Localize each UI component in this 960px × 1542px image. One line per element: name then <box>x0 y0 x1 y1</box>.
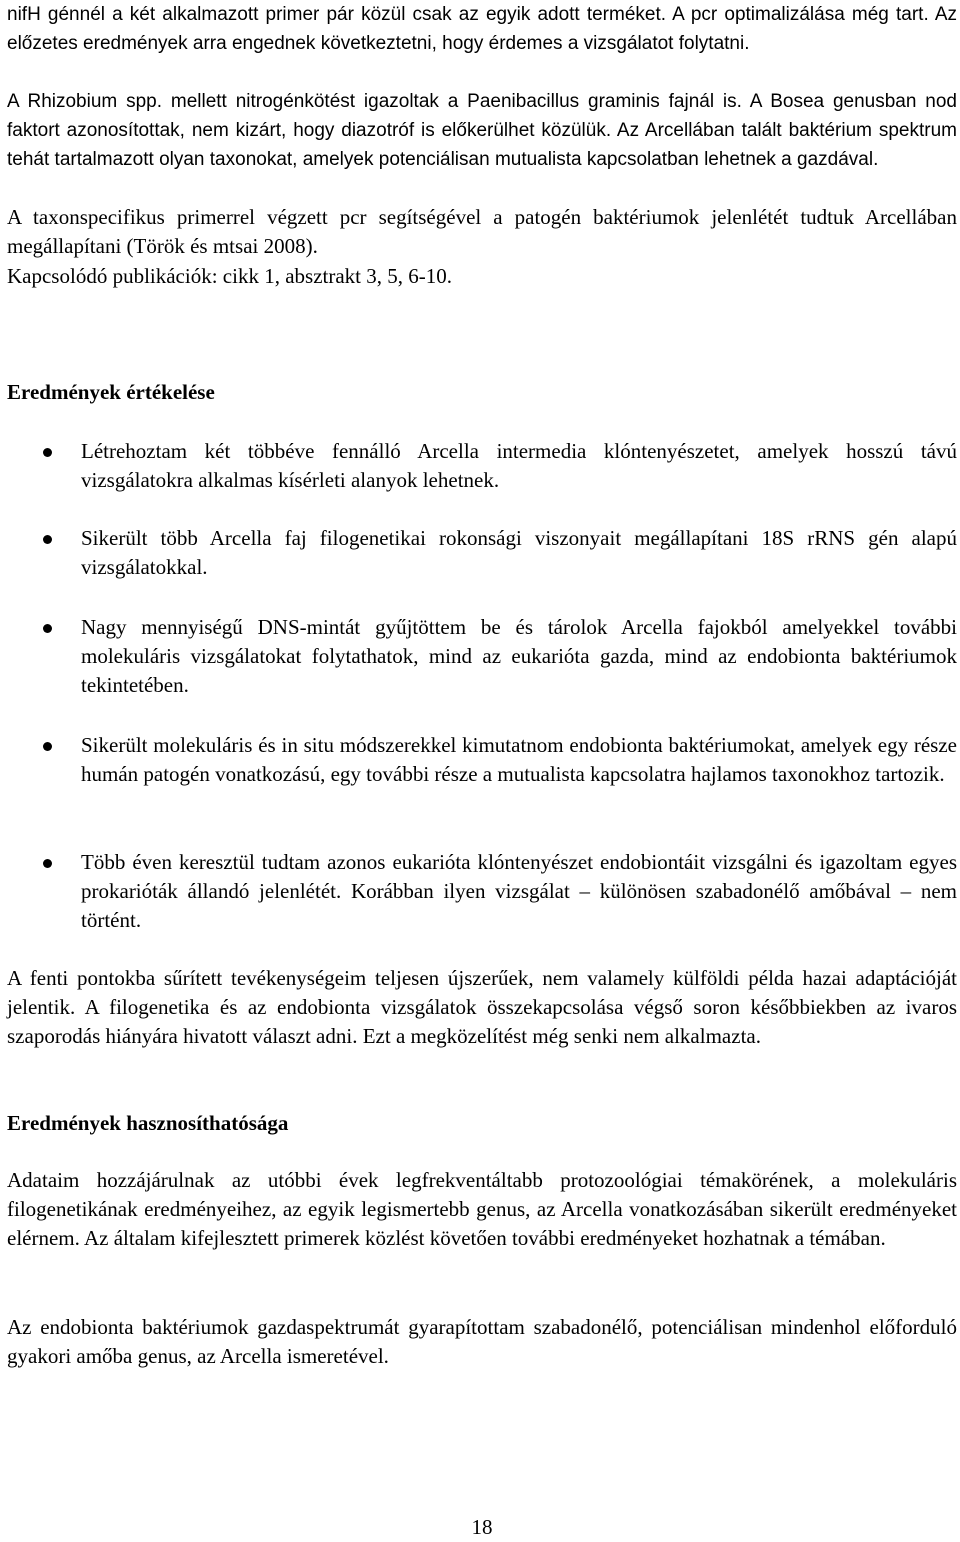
intro-paragraph-taxonspecific: A taxonspecifikus primerrel végzett pcr segítségével a patogén baktériumok jelenlétét tudtuk Arcellában megállapítani (Török és mtsai 2008). <box>7 205 957 258</box>
bullet-icon <box>43 448 52 457</box>
publications-line: Kapcsolódó publikációk: cikk 1, absztrakt 3, 5, 6-10. <box>7 264 452 288</box>
evaluation-summary-paragraph: A fenti pontokba sűrített tevékenységeim teljesen újszerűek, nem valamely külföldi példa hazai adaptációját jelentik. A filogenetika és az endobionta vizsgálatok összekapcsolása végső soron későbbiekben az ivaros szaporodás hiányára hivatott választ adni. Ezt a megközelítést még senki nem alkalmazta. <box>7 966 957 1048</box>
utilization-paragraph-1: Adataim hozzájárulnak az utóbbi évek legfrekventáltabb protozoológiai témakörének, a molekuláris filogenetikának eredményeihez, az egyik legismertebb genus, az Arcella vonatkozásában sikerült eredményeket elérnem. Az általam kifejlesztett primerek közlést követően további eredményeket hozhatnak a témában. <box>7 1168 957 1250</box>
bullet-text: Sikerült molekuláris és in situ módszerekkel kimutatnom endobionta baktériumokat, amelyek egy része humán patogén vonatkozású, egy további része a mutualista kapcsolatra hajlamos taxonokhoz tartozik. <box>81 733 957 786</box>
bullet-icon <box>43 624 52 633</box>
bullet-icon <box>43 859 52 868</box>
bullet-icon <box>43 535 52 544</box>
section-heading-evaluation: Eredmények értékelése <box>7 380 215 404</box>
section-heading-utilization: Eredmények hasznosíthatósága <box>7 1111 289 1135</box>
bullet-text: Több éven keresztül tudtam azonos eukarióta klóntenyészet endobiontáit vizsgálni és igazoltam egyes prokarióták állandó jelenlétét. Korábban ilyen vizsgálat – különösen szabadonélő amőbával – nem történt. <box>81 850 957 932</box>
utilization-paragraph-2: Az endobionta baktériumok gazdaspektrumát gyarapítottam szabadonélő, potenciálisan mindenhol előforduló gyakori amőba genus, az Arcella ismeretével. <box>7 1315 957 1368</box>
page-number: 18 <box>471 1515 493 1539</box>
intro-paragraph-rhizobium: A Rhizobium spp. mellett nitrogénkötést igazoltak a Paenibacillus graminis fajnál is. A Bosea genusban nod faktort azonosítottak, nem kizárt, hogy diazotróf is előkerülhet közülük. Az Arcellában talált baktérium spektrum tehát tartalmazott olyan taxonokat, amelyek potenciálisan mutualista kapcsolatban lehetnek a gazdával. <box>7 91 957 170</box>
bullet-text: Sikerült több Arcella faj filogenetikai rokonsági viszonyait megállapítani 18S rRNS gén alapú vizsgálatokkal. <box>81 526 957 579</box>
bullet-icon <box>43 742 52 751</box>
bullet-text: Nagy mennyiségű DNS-mintát gyűjtöttem be és tárolok Arcella fajokból amelyekkel további molekuláris vizsgálatokat folytathatok, mind az eukarióta gazda, mind az endobionta baktériumok tekintetében. <box>81 615 957 697</box>
bullet-text: Létrehoztam két többéve fennálló Arcella intermedia klóntenyészetet, amelyek hosszú távú vizsgálatokra alkalmas kísérleti alanyok lehetnek. <box>81 439 957 492</box>
intro-paragraph-nifh: nifH génnél a két alkalmazott primer pár közül csak az egyik adott terméket. A pcr optimalizálása még tart. Az előzetes eredmények arra engednek következtetni, hogy érdemes a vizsgálatot folytatni. <box>7 4 957 54</box>
